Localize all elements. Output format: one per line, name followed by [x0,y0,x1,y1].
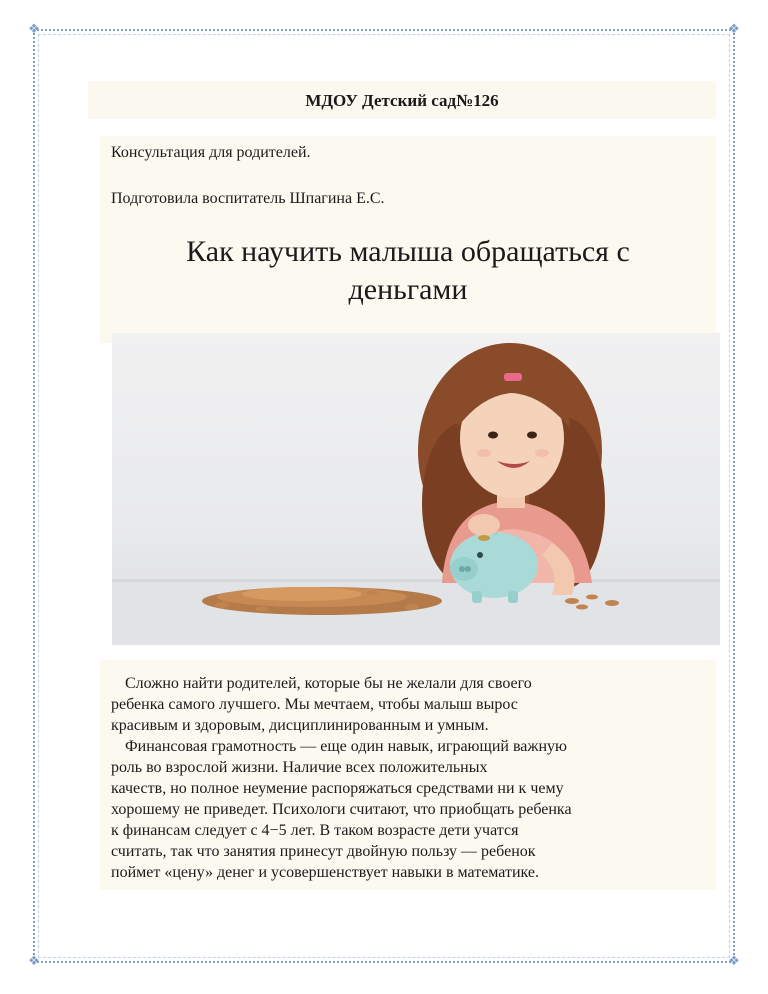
text-line: считать, так что занятия принесут двойную пользу — ребенок [111,843,536,860]
text-line: поймет «цену» денег и усовершенствует навыки в математике. [111,864,540,881]
corner-ornament-icon: ❖ [728,22,740,37]
text-line: Финансовая грамотность — еще один навык, играющий важную [125,738,567,755]
text-line: роль во взрослой жизни. Наличие всех положительных [111,759,488,776]
corner-ornament-icon: ❖ [28,954,40,969]
text-line: хорошему не приведет. Психологи считают, что приобщать ребенка [111,801,572,818]
corner-ornament-icon: ❖ [28,22,40,37]
girl-with-piggy-bank-photo [112,333,720,645]
page-title [100,233,716,309]
text-line: Сложно найти родителей, которые бы не желали для своего [125,675,532,692]
text-line: ребенка самого лучшего. Мы мечтаем, чтобы малыш вырос [111,696,518,713]
photo-illustration [112,333,720,645]
school-name: МДОУ Детский сад№126 [305,91,499,110]
text-line: к финансам следует с 4−5 лет. В таком возрасте дети учатся [111,822,519,839]
author-label: Подготовила воспитатель Шпагина Е.С. [111,190,385,207]
corner-ornament-icon: ❖ [728,954,740,969]
text-line: красивым и здоровым, дисциплинированным и умным. [111,717,489,734]
article-text [111,673,711,883]
title-line-1: Как научить малыша обращаться с [186,235,630,268]
text-line: качеств, но полное неумение распоряжаться средствами ни к чему [111,780,564,797]
consultation-label: Консультация для родителей. [111,144,311,161]
title-line-2: деньгами [348,273,468,306]
